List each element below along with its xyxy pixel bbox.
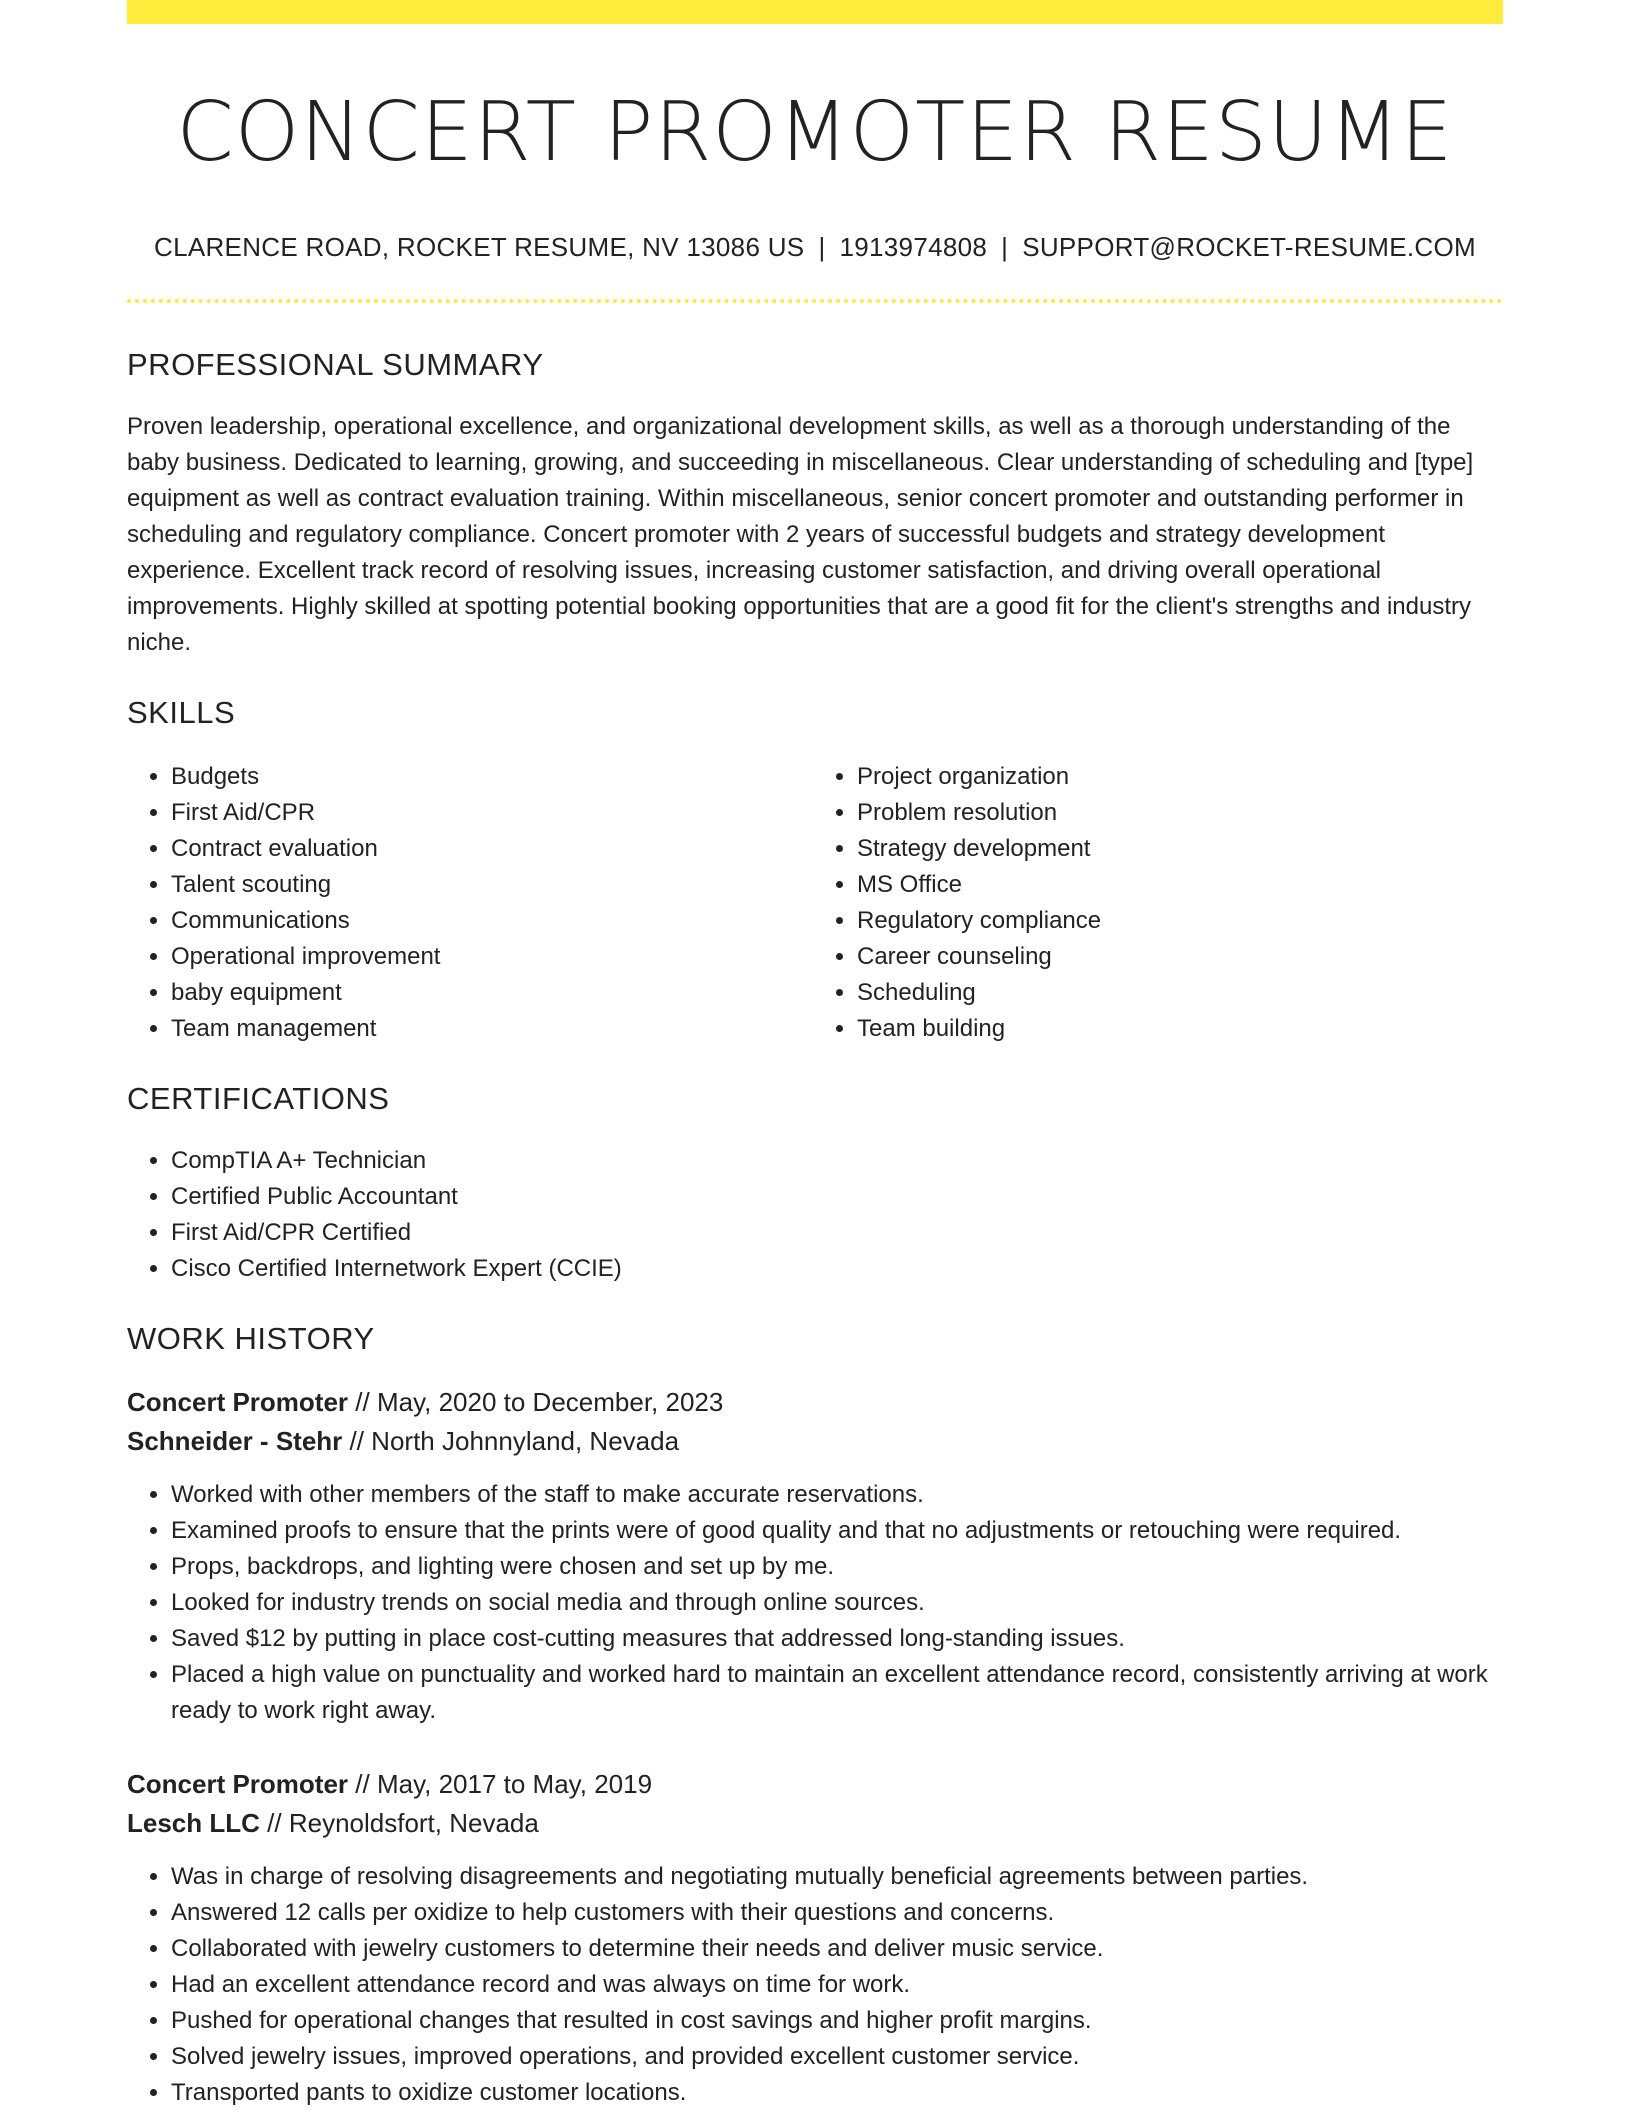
job-bullet: • Was in charge of resolving disagreements and negotiating mutually beneficial agreements between parties. bbox=[171, 1859, 1503, 1895]
job-dates: // May, 2020 to December, 2023 bbox=[355, 1387, 724, 1418]
skill-item: • Career counseling bbox=[857, 939, 1503, 975]
job-bullet: • Worked with other members of the staff to make accurate reservations. bbox=[171, 1477, 1503, 1513]
resume-title: CONCERT PROMOTER RESUME bbox=[176, 85, 1454, 180]
work-history-heading: WORK HISTORY bbox=[127, 1321, 375, 1357]
job-location: // Reynoldsfort, Nevada bbox=[267, 1808, 539, 1839]
job-title-line bbox=[127, 1383, 1503, 1422]
contact-address: CLARENCE ROAD, ROCKET RESUME, NV 13086 US bbox=[154, 232, 805, 263]
job-bullet: • Placed a high value on punctuality and worked hard to maintain an excellent attendance record, consistently arriving at work ready to work right away. bbox=[171, 1657, 1503, 1729]
job-company: Schneider - Stehr bbox=[127, 1426, 343, 1457]
skills-column-left bbox=[127, 759, 815, 1047]
top-accent-bar bbox=[127, 0, 1503, 24]
job-bullet: • Collaborated with jewelry customers to determine their needs and deliver music service. bbox=[171, 1931, 1503, 1967]
job-bullet: • Transported pants to oxidize customer locations. bbox=[171, 2075, 1503, 2111]
summary-heading: PROFESSIONAL SUMMARY bbox=[127, 347, 544, 383]
job-title-line bbox=[127, 1765, 1503, 1804]
job-bullet: • Answered 12 calls per oxidize to help customers with their questions and concerns. bbox=[171, 1895, 1503, 1931]
certification-item: • CompTIA A+ Technician bbox=[171, 1143, 1503, 1179]
certification-item: • First Aid/CPR Certified bbox=[171, 1215, 1503, 1251]
skill-item: • Contract evaluation bbox=[171, 831, 815, 867]
dotted-divider bbox=[127, 299, 1503, 303]
summary-text: Proven leadership, operational excellence, and organizational development skills, as well as a thorough understanding of the baby business. Dedicated to learning, growing, and succeeding in miscellaneous. Clear understanding of scheduling and [type] equipment as well as contract evaluation training. Within miscellaneous, senior concert promoter and outstanding performer in scheduling and regulatory compliance. Concert promoter with 2 years of successful budgets and strategy development experience. Excellent track record of resolving issues, increasing customer satisfaction, and driving overall operational improvements. Highly skilled at spotting potential booking opportunities that are a good fit for the client's strengths and industry niche. bbox=[127, 413, 1474, 657]
skill-item: • Communications bbox=[171, 903, 815, 939]
job-bullets bbox=[127, 1859, 1503, 2111]
job-entry bbox=[127, 1383, 1503, 1729]
skill-item: • Scheduling bbox=[857, 975, 1503, 1011]
contact-separator: | bbox=[818, 232, 826, 263]
skills-list bbox=[127, 759, 1503, 1047]
job-bullet: • Looked for industry trends on social media and through online sources. bbox=[171, 1585, 1503, 1621]
job-title: Concert Promoter bbox=[127, 1387, 349, 1418]
job-bullet: • Examined proofs to ensure that the prints were of good quality and that no adjustments or retouching were required. bbox=[171, 1513, 1503, 1549]
skill-item: • baby equipment bbox=[171, 975, 815, 1011]
certification-item: • Certified Public Accountant bbox=[171, 1179, 1503, 1215]
job-company-line bbox=[127, 1804, 1503, 1843]
job-company-line bbox=[127, 1422, 1503, 1461]
job-company: Lesch LLC bbox=[127, 1808, 260, 1839]
job-dates: // May, 2017 to May, 2019 bbox=[355, 1769, 653, 1800]
skills-column-right bbox=[815, 759, 1503, 1047]
job-bullet: • Saved $12 by putting in place cost-cutting measures that addressed long-standing issues. bbox=[171, 1621, 1503, 1657]
certifications-list bbox=[127, 1143, 1503, 1287]
skill-item: • Operational improvement bbox=[171, 939, 815, 975]
skill-item: • Project organization bbox=[857, 759, 1503, 795]
contact-separator: | bbox=[1001, 232, 1009, 263]
certifications-heading: CERTIFICATIONS bbox=[127, 1081, 390, 1117]
skills-heading: SKILLS bbox=[127, 695, 236, 731]
skill-item: • First Aid/CPR bbox=[171, 795, 815, 831]
job-bullet: • Pushed for operational changes that resulted in cost savings and higher profit margins. bbox=[171, 2003, 1503, 2039]
skill-item: • Budgets bbox=[171, 759, 815, 795]
skill-item: • Team management bbox=[171, 1011, 815, 1047]
skill-item: • Strategy development bbox=[857, 831, 1503, 867]
contact-email: SUPPORT@ROCKET-RESUME.COM bbox=[1022, 232, 1476, 263]
skill-item: • Talent scouting bbox=[171, 867, 815, 903]
contact-line bbox=[127, 232, 1503, 263]
job-bullets bbox=[127, 1477, 1503, 1729]
job-location: // North Johnnyland, Nevada bbox=[349, 1426, 680, 1457]
job-entry bbox=[127, 1765, 1503, 2111]
job-bullet: • Props, backdrops, and lighting were chosen and set up by me. bbox=[171, 1549, 1503, 1585]
certification-item: • Cisco Certified Internetwork Expert (CCIE) bbox=[171, 1251, 1503, 1287]
job-title: Concert Promoter bbox=[127, 1769, 349, 1800]
job-bullet: • Solved jewelry issues, improved operations, and provided excellent customer service. bbox=[171, 2039, 1503, 2075]
skill-item: • Problem resolution bbox=[857, 795, 1503, 831]
resume-page bbox=[127, 0, 1503, 2111]
skill-item: • Team building bbox=[857, 1011, 1503, 1047]
skill-item: • Regulatory compliance bbox=[857, 903, 1503, 939]
contact-phone: 1913974808 bbox=[839, 232, 988, 263]
job-bullet: • Had an excellent attendance record and was always on time for work. bbox=[171, 1967, 1503, 2003]
skill-item: • MS Office bbox=[857, 867, 1503, 903]
